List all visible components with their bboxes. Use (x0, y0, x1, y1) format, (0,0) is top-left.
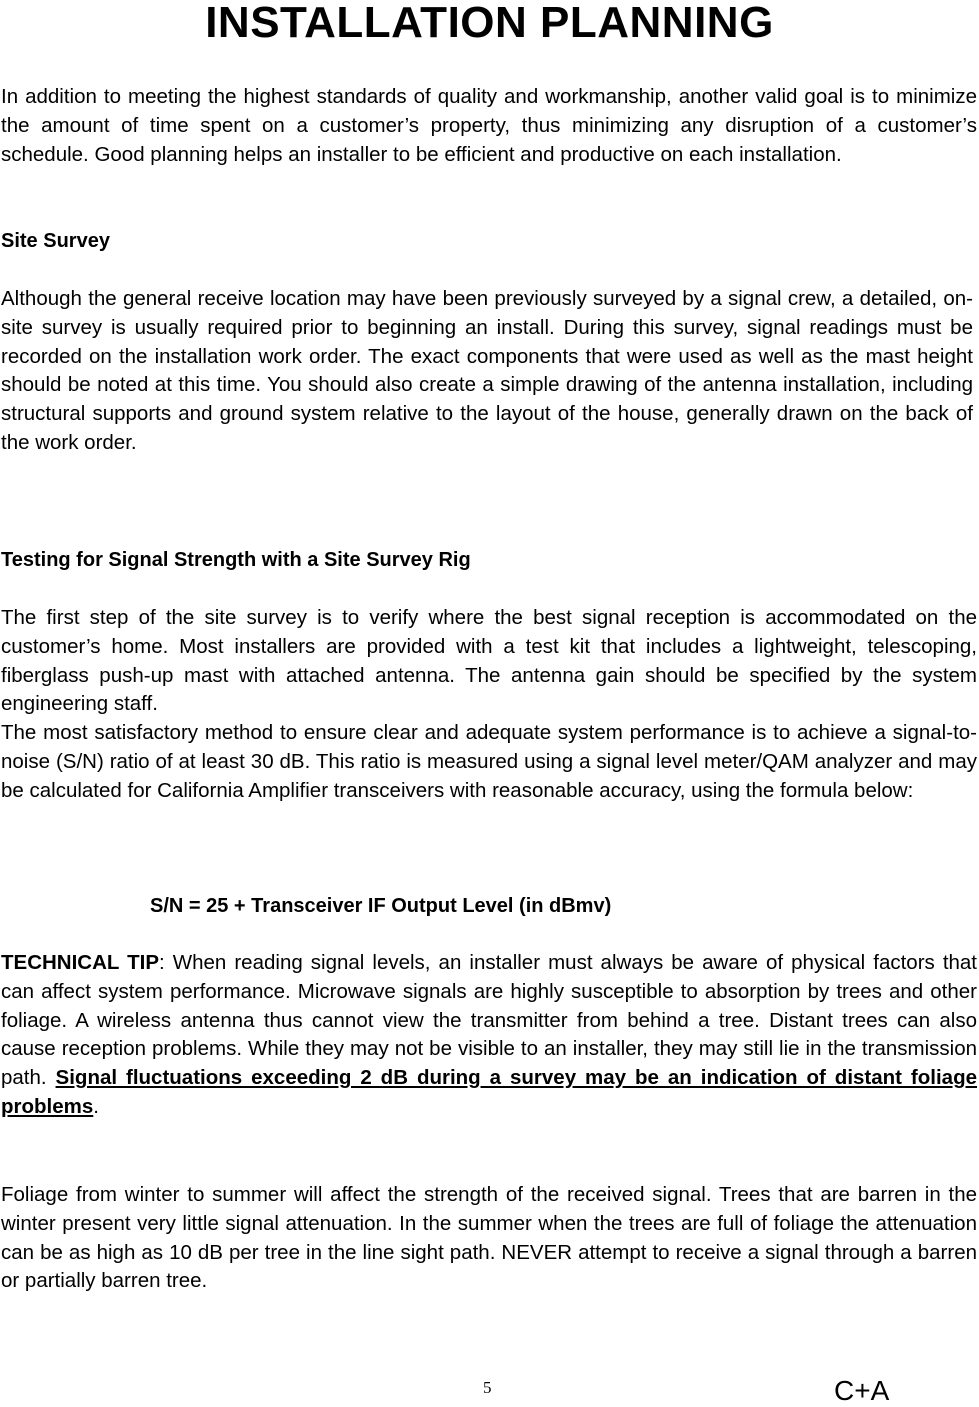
technical-tip-end: . (93, 1094, 99, 1118)
page-number: 5 (483, 1378, 492, 1397)
site-survey-heading: Site Survey (1, 230, 110, 252)
technical-tip-emphasis: Signal fluctuations exceeding 2 dB during a survey may be an indication of distant foliage problems (1, 1066, 977, 1118)
technical-tip-body: : When reading signal levels, an installer must always be aware of physical factors that can affect system performance. Microwave signals are highly susceptible to absorption by trees and other foliage. A wireless antenna thus cannot view the transmitter from behind a tree. Distant trees can also cause reception problems. While they may not be visible to an installer, they may still lie in the transmission path. (1, 951, 978, 1090)
testing-heading: Testing for Signal Strength with a Site Survey Rig (1, 549, 471, 571)
testing-paragraph-2: The most satisfactory method to ensure clear and adequate system performance is to achieve a signal-to-noise (S/N) ratio of at least 30 dB. This ratio is measured using a signal level meter/QAM analyzer and may be calculated for California Amplifier transceivers with reasonable accuracy, using the formula below: (1, 721, 977, 802)
company-mark: C+A (834, 1375, 890, 1406)
signal-to-noise-formula: S/N = 25 + Transceiver IF Output Level (in dBmv) (150, 895, 612, 917)
technical-tip-paragraph (1, 949, 977, 1122)
technical-tip-label: TECHNICAL TIP (1, 951, 160, 974)
intro-paragraph: In addition to meeting the highest standards of quality and workmanship, another valid goal is to minimize the amount of time spent on a customer’s property, thus minimizing any disruption of a customer’s schedule. Good planning helps an installer to be efficient and productive on each installation. (1, 85, 977, 166)
foliage-paragraph: Foliage from winter to summer will affect the strength of the received signal. Trees that are barren in the winter present very little signal attenuation. In the summer when the trees are full of foliage the attenuation can be as high as 10 dB per tree in the line sight path. NEVER attempt to receive a signal through a barren or partially barren tree. (1, 1183, 977, 1293)
testing-paragraph-1: The first step of the site survey is to verify where the best signal reception is accommodated on the customer’s home. Most installers are provided with a test kit that includes a lightweight, telescoping, fiberglass push-up mast with attached antenna. The antenna gain should be specified by the system engineering staff. (1, 606, 977, 716)
site-survey-paragraph: Although the general receive location may have been previously surveyed by a signal crew, a detailed, on-site survey is usually required prior to beginning an install. During this survey, signal readings must be recorded on the installation work order. The exact components that were used as well as the mast height should be noted at this time. You should also create a simple drawing of the antenna installation, including structural supports and ground system relative to the layout of the house, generally drawn on the back of the work order. (1, 287, 973, 454)
page-title: INSTALLATION PLANNING (205, 0, 774, 47)
